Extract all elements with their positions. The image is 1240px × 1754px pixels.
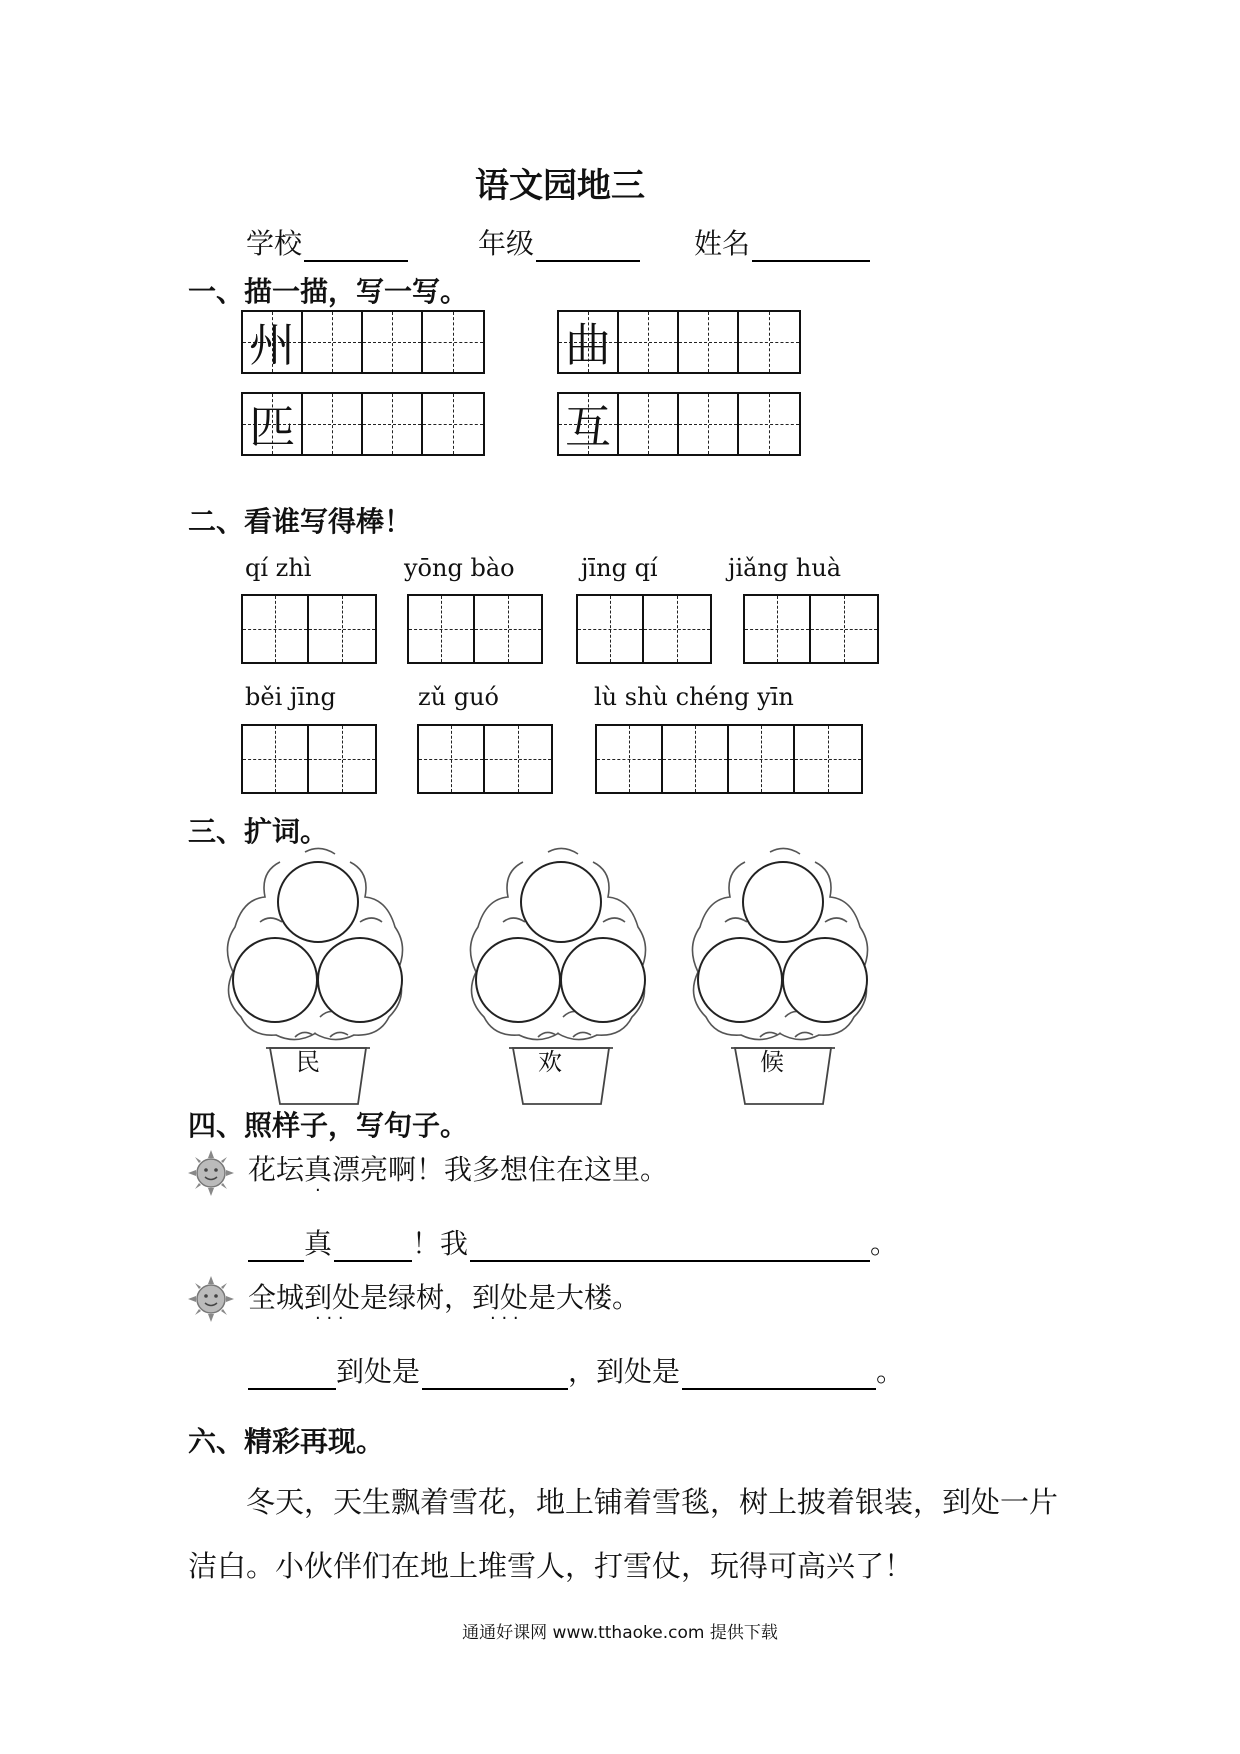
pinyin-label: lù shù chéng yīn: [594, 683, 794, 711]
flower-pot-char: 候: [760, 1048, 784, 1076]
fill-word: ！我: [412, 1227, 469, 1260]
fill-word: 真: [304, 1227, 333, 1260]
section-4-heading: 四、照样子，写句子。: [188, 1109, 469, 1142]
name-label: 姓名: [694, 227, 751, 260]
sun-icon: [188, 1276, 234, 1322]
trace-char: 互: [565, 400, 611, 454]
footer-credit: 通通好课网 www.tthaoke.com 提供下载: [462, 1623, 778, 1643]
fill-end: 。: [876, 1355, 905, 1388]
trace-grid-hu[interactable]: [557, 392, 801, 456]
example-sentence-2: 全城到处是绿树，到处是大楼。: [248, 1281, 641, 1314]
section-1-heading: 一、描一描，写一写。: [188, 275, 469, 308]
passage-line-1: 冬天，天生飘着雪花，地上铺着雪毯，树上披着银装，到处一片: [246, 1485, 1059, 1519]
passage-line-2: 洁白。小伙伴们在地上堆雪人，打雪仗，玩得可高兴了！: [188, 1549, 914, 1583]
pinyin-label: běi jīng: [245, 683, 336, 711]
trace-grid-qu[interactable]: [557, 310, 801, 374]
fill-sentence-1[interactable]: [246, 1222, 898, 1262]
trace-char: 匹: [249, 400, 295, 454]
writing-grid[interactable]: [595, 724, 863, 794]
writing-grid[interactable]: [417, 724, 553, 794]
pinyin-label: jīng qí: [581, 554, 658, 582]
flower-pot-char: 民: [296, 1048, 320, 1076]
flower-pots: [0, 840, 1240, 1110]
pinyin-label: zǔ guó: [418, 683, 499, 711]
trace-grid-pi[interactable]: [241, 392, 485, 456]
school-label: 学校: [246, 227, 303, 260]
pinyin-label: yōng bào: [404, 554, 515, 582]
grade-label: 年级: [478, 227, 535, 260]
grade-field[interactable]: [478, 222, 640, 262]
section-6-heading: 六、精彩再现。: [188, 1425, 385, 1458]
fill-word: ，到处是: [568, 1355, 681, 1388]
writing-grid[interactable]: [576, 594, 712, 664]
name-field[interactable]: [694, 222, 870, 262]
school-field[interactable]: [246, 222, 408, 262]
trace-char: 曲: [565, 318, 611, 372]
fill-end: 。: [870, 1227, 899, 1260]
pinyin-label: jiǎng huà: [728, 554, 842, 582]
example-sentence-1: 花坛真漂亮啊！我多想住在这里。: [248, 1153, 669, 1186]
fill-sentence-2[interactable]: [246, 1350, 904, 1390]
trace-char: 州: [249, 318, 295, 372]
fill-word: 到处是: [336, 1355, 421, 1388]
section-2-heading: 二、看谁写得棒！: [188, 505, 413, 538]
writing-grid[interactable]: [743, 594, 879, 664]
writing-grid[interactable]: [241, 594, 377, 664]
trace-grid-zhou[interactable]: [241, 310, 485, 374]
sun-icon: [188, 1150, 234, 1196]
section-3-heading: 三、扩词。: [188, 815, 329, 848]
writing-grid[interactable]: [241, 724, 377, 794]
flower-pot-char: 欢: [538, 1048, 562, 1076]
page-title: 语文园地三: [475, 166, 645, 206]
pinyin-label: qí zhì: [245, 554, 312, 582]
writing-grid[interactable]: [407, 594, 543, 664]
